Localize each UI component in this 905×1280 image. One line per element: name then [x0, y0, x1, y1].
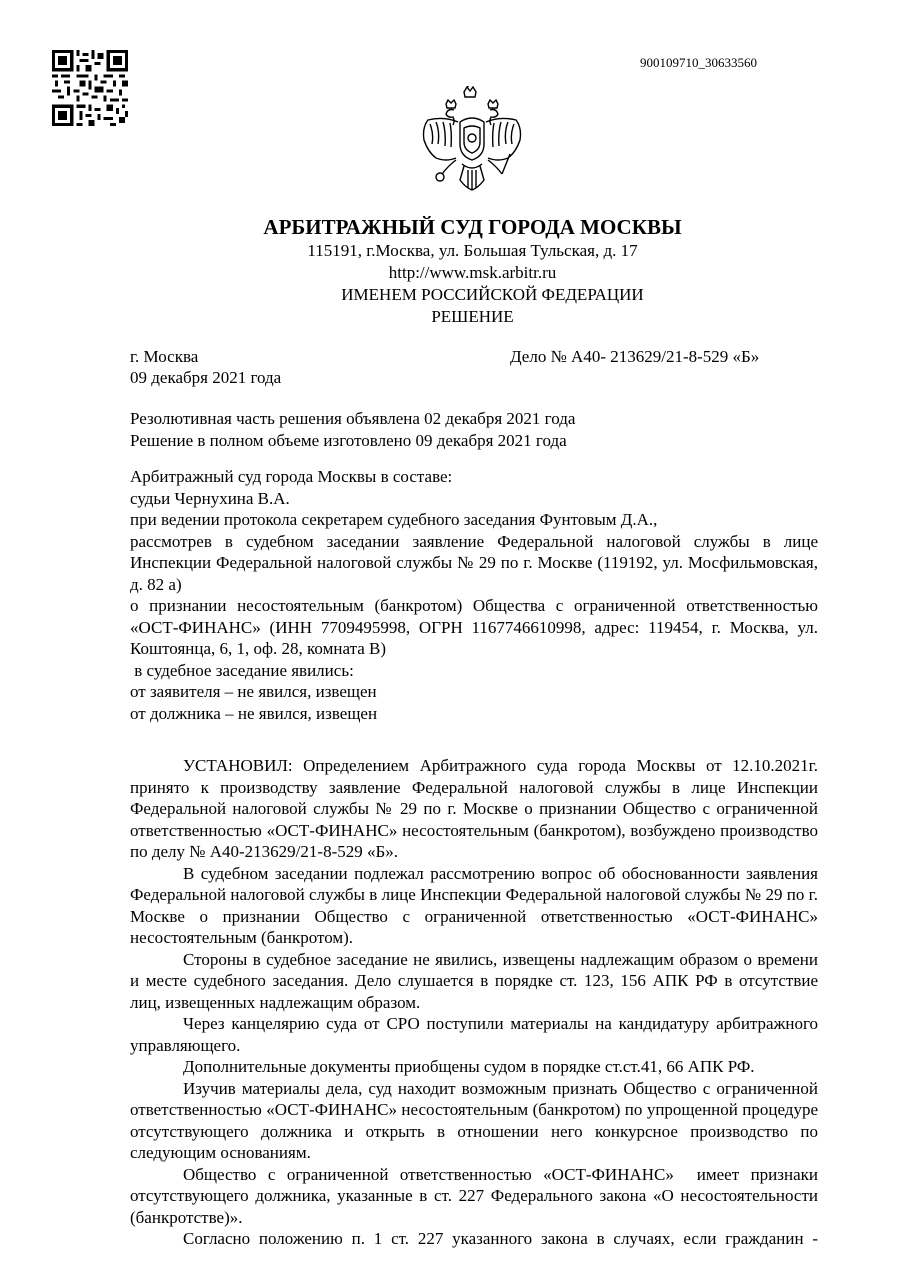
document-id: 900109710_30633560: [640, 55, 757, 70]
resolutive-date: Резолютивная часть решения объявлена 02 декабря 2021 года: [130, 409, 576, 428]
intro-line: о признании несостоятельным (банкротом) Общества с ограниченной ответственностью «ОСТ-ФИНАНС» (ИНН 7709495998, ОГРН 1167746610998, адрес: 119454, г. Москва, ул. Коштоянца, 6, 1, оф. 28, комната В): [130, 596, 818, 658]
paragraph: Стороны в судебное заседание не явились, извещены надлежащим образом о времени и месте судебного заседания. Дело слушается в порядке ст. 123, 156 АПК РФ в отсутствие лиц, извещенных надлежащим образом.: [130, 949, 818, 1012]
paragraph: Дополнительные документы приобщены судом в порядке ст.ст.41, 66 АПК РФ.: [183, 1057, 755, 1076]
paragraph: Согласно положению п. 1 ст. 227 указанного закона в случаях, если гражданин -: [183, 1229, 818, 1248]
paragraph: Через канцелярию суда от СРО поступили материалы на кандидатуру арбитражного управляющего.: [130, 1014, 818, 1055]
intro-line: судьи Чернухина В.А.: [130, 488, 290, 508]
city: г. Москва: [130, 347, 199, 366]
intro-line: в судебное заседание явились:: [130, 660, 354, 680]
paragraph: УСТАНОВИЛ: Определением Арбитражного суда города Москвы от 12.10.2021г. принято к производству заявление Федеральной налоговой службы в лице Инспекции Федеральной налоговой службы № 29 по г. Москве о признании Общество с ограниченной ответственностью «ОСТ-ФИНАНС» несостоятельным (банкротом), возбуждено производство по делу № А40-213629/21-8-529 «Б».: [130, 756, 818, 861]
in-name-heading: ИМЕНЕМ РОССИЙСКОЙ ФЕДЕРАЦИИ: [341, 285, 644, 304]
court-address: 115191, г.Москва, ул. Большая Тульская, д. 17: [307, 241, 638, 260]
court-name: АРБИТРАЖНЫЙ СУД ГОРОДА МОСКВЫ: [263, 215, 682, 239]
document-type: РЕШЕНИЕ: [431, 307, 514, 326]
qr-code-icon: [52, 50, 128, 126]
paragraph: Общество с ограниченной ответственностью «ОСТ-ФИНАНС» имеет признаки отсутствующего должника, указанные в ст. 227 Федерального закона «О несостоятельности (банкротстве)».: [130, 1164, 823, 1227]
intro-line: от должника – не явился, извещен: [130, 703, 378, 723]
intro-line: от заявителя – не явился, извещен: [130, 682, 377, 701]
paragraph: Изучив материалы дела, суд находит возможным признать Общество с ограниченной ответственностью «ОСТ-ФИНАНС» несостоятельным (банкротом) по упрощенной процедуре отсутствующего должника и открыть в отношении него конкурсное производство по следующим основаниям.: [130, 1078, 818, 1162]
case-number: Дело № А40- 213629/21-8-529 «Б»: [510, 347, 760, 366]
intro-line: Арбитражный суд города Москвы в составе:: [130, 467, 453, 486]
decision-date: 09 декабря 2021 года: [130, 368, 282, 387]
full-decision-date: Решение в полном объеме изготовлено 09 декабря 2021 года: [130, 431, 567, 450]
intro-line: при ведении протокола секретарем судебного заседания Фунтовым Д.А.,: [130, 510, 658, 529]
court-website: http://www.msk.arbitr.ru: [388, 263, 557, 282]
court-header: [130, 214, 815, 328]
intro-line: рассмотрев в судебном заседании заявление Федеральной налоговой службы в лице Инспекции Федеральной налоговой службы № 29 по г. Москве (119192, ул. Мосфильмовская, д. 82 а): [130, 531, 818, 594]
paragraph: В судебном заседании подлежал рассмотрению вопрос об обоснованности заявления Федеральной налоговой службы в лице Инспекции Федеральной налоговой службы № 29 по г. Москве о признании Общество с ограниченной ответственностью «ОСТ-ФИНАНС» несостоятельным (банкротом).: [130, 863, 818, 947]
coat-of-arms-icon: [418, 86, 526, 198]
document-body: [130, 466, 823, 1250]
